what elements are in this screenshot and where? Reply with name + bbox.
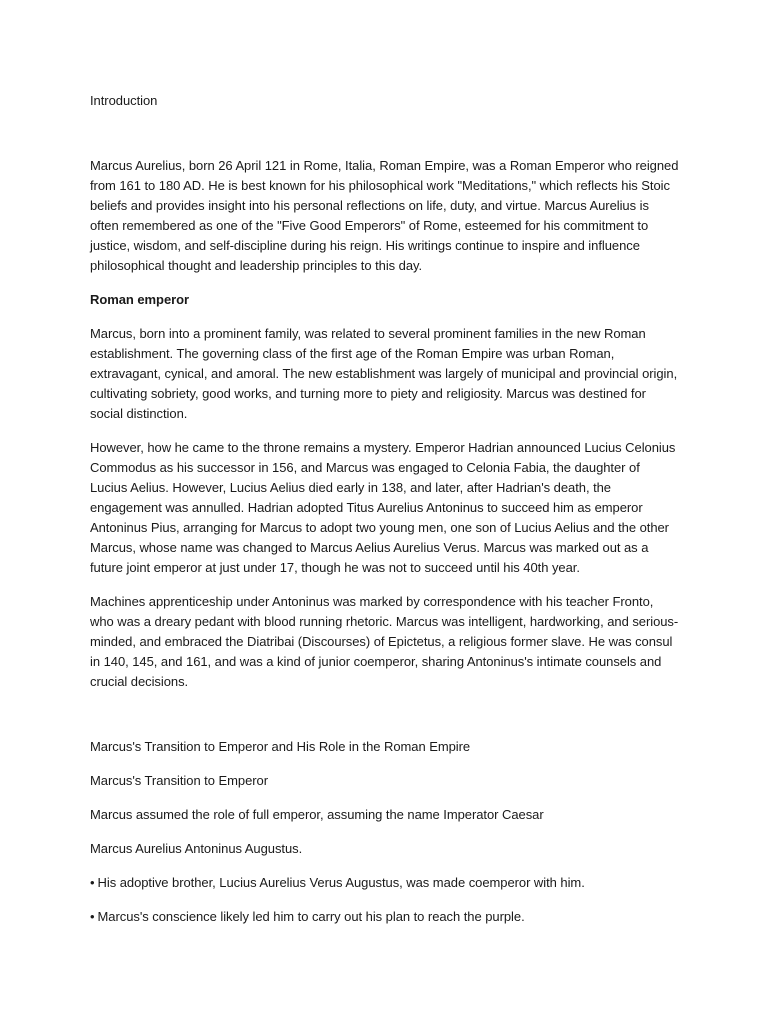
bullet-item (90, 907, 680, 927)
bullet-item (90, 873, 680, 893)
line-transition: Marcus's Transition to Emperor (90, 773, 268, 788)
line-assumed: Marcus assumed the role of full emperor, assuming the name Imperator Caesar (90, 807, 544, 822)
bullet-text: His adoptive brother, Lucius Aurelius Verus Augustus, was made coemperor with him. (97, 875, 585, 890)
line-transition-role: Marcus's Transition to Emperor and His Role in the Roman Empire (90, 739, 471, 754)
intro-paragraph: Marcus Aurelius, born 26 April 121 in Rome, Italia, Roman Empire, was a Roman Emperor who reigned from 161 to 180 AD. He is best known for his philosophical work "Meditations," which reflects his Stoic beliefs and provides insight into his personal reflections on life, duty, and virtue. Marcus Aurelius is often remembered as one of the "Five Good Emperors" of Rome, esteemed for his commitment to justice, wisdom, and self-discipline during his reign. His writings continue to inspire and influence philosophical thought and leadership principles to this day. (90, 158, 679, 273)
intro-heading: Introduction (90, 93, 158, 108)
paragraph-1: Marcus, born into a prominent family, was related to several prominent families in the new Roman establishment. The governing class of the first age of the Roman Empire was urban Roman, extravagant, cynical, and amoral. The new establishment was largely of municipal and provincial origin, cultivating sobriety, good works, and turning more to piety and religiosity. Marcus was destined for social distinction. (90, 326, 678, 421)
section-heading-roman-emperor: Roman emperor (90, 292, 190, 307)
paragraph-3: Machines apprenticeship under Antoninus was marked by correspondence with his teacher Fronto, who was a dreary pedant with blood running rhetoric. Marcus was intelligent, hardworking, and serious-minded, and embraced the Diatribai (Discourses) of Epictetus, a religious former slave. He was consul in 140, 145, and 161, and was a kind of junior coemperor, sharing Antoninus's intimate counsels and crucial decisions. (90, 594, 679, 689)
bullet-icon: • (90, 909, 95, 924)
paragraph-2: However, how he came to the throne remains a mystery. Emperor Hadrian announced Lucius Celonius Commodus as his successor in 156, and Marcus was engaged to Celonia Fabia, the daughter of Lucius Aelius. However, Lucius Aelius died early in 138, and later, after Hadrian's death, the engagement was annulled. Hadrian adopted Titus Aurelius Antoninus to succeed him as emperor Antoninus Pius, arranging for Marcus to adopt two young men, one son of Lucius Aelius and the other Marcus, whose name was changed to Marcus Aelius Aurelius Verus. Marcus was marked out as a future joint emperor at just under 17, though he was not to succeed until his 40th year. (90, 440, 676, 575)
bullet-icon: • (90, 875, 95, 890)
line-name: Marcus Aurelius Antoninus Augustus. (90, 841, 303, 856)
bullet-text: Marcus's conscience likely led him to carry out his plan to reach the purple. (97, 909, 525, 924)
